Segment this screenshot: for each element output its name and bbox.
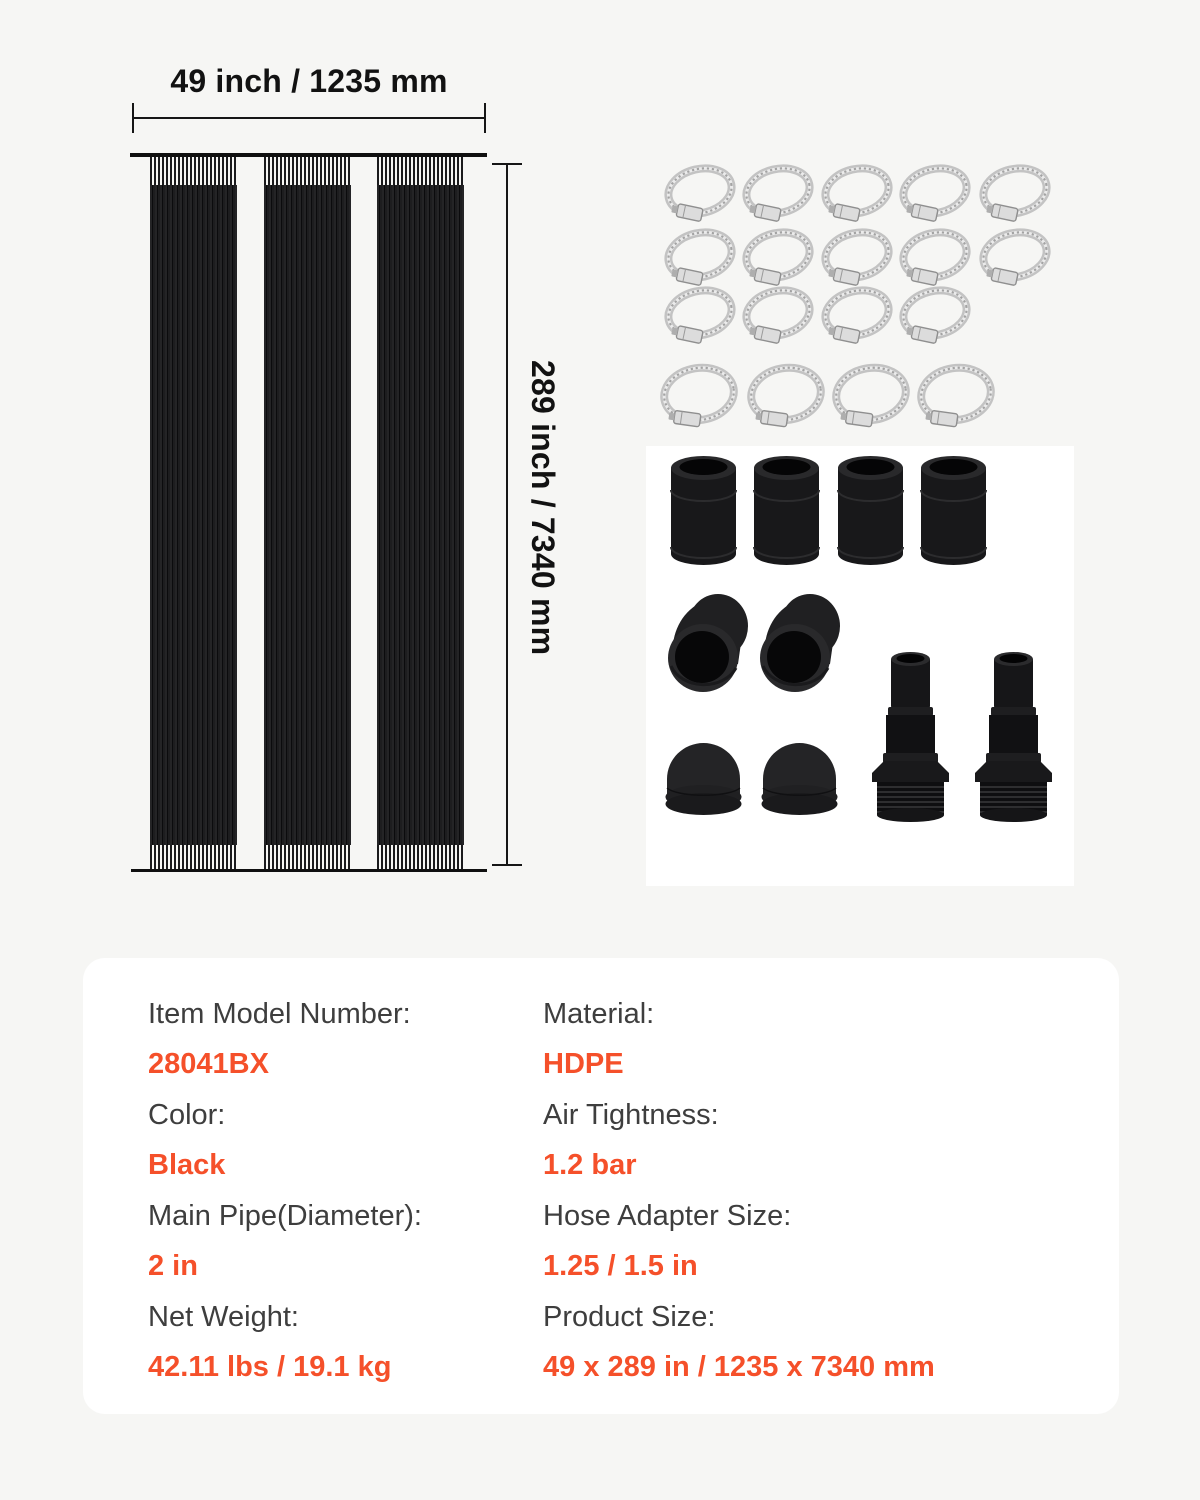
panel-tube-block <box>377 185 464 845</box>
hose-clamp <box>820 163 894 223</box>
solar-heater-panel <box>150 157 237 869</box>
hose-clamp-large <box>746 362 826 430</box>
hose-clamp-icon <box>741 163 815 223</box>
hose-clamp-icon <box>663 285 737 345</box>
end-cap-icon <box>755 731 844 823</box>
hose-clamp <box>898 285 972 345</box>
end-cap <box>755 731 844 823</box>
hose-clamp <box>663 163 737 223</box>
rubber-coupling-icon <box>834 452 907 570</box>
hose-clamp-icon <box>978 227 1052 287</box>
solar-heater-panel <box>264 157 351 869</box>
hose-clamp <box>663 285 737 345</box>
spec-label: Item Model Number: <box>148 998 411 1030</box>
rubber-coupling <box>834 452 907 570</box>
elbow-fitting <box>666 588 750 702</box>
end-cap-icon <box>659 731 748 823</box>
hose-adapter <box>971 648 1056 826</box>
hose-clamp <box>663 227 737 287</box>
spec-column-left <box>148 994 422 1398</box>
spec-row <box>148 1196 422 1286</box>
spec-label: Color: <box>148 1099 226 1131</box>
hose-clamp-icon <box>898 285 972 345</box>
hose-clamp-icon <box>741 227 815 287</box>
panel-tube-comb-top <box>264 157 351 185</box>
spec-value: 1.25 / 1.5 in <box>543 1250 698 1282</box>
hose-clamp-large <box>831 362 911 430</box>
end-cap <box>659 731 748 823</box>
spec-value: 1.2 bar <box>543 1149 637 1181</box>
hose-adapter-icon <box>971 648 1056 826</box>
panel-tube-comb-top <box>377 157 464 185</box>
spec-row <box>148 1095 422 1185</box>
spec-value: HDPE <box>543 1048 624 1080</box>
panel-footer-pipe <box>131 869 487 872</box>
rubber-coupling <box>667 452 740 570</box>
hose-adapter <box>868 648 953 826</box>
hose-clamp <box>898 163 972 223</box>
spec-value: 42.11 lbs / 19.1 kg <box>148 1351 392 1383</box>
hose-clamp <box>978 163 1052 223</box>
spec-label: Hose Adapter Size: <box>543 1200 792 1232</box>
hose-adapter-icon <box>868 648 953 826</box>
rubber-coupling <box>917 452 990 570</box>
height-dimension-cap-bottom <box>492 864 522 866</box>
hose-clamp <box>741 163 815 223</box>
elbow-fitting-icon <box>758 588 842 702</box>
dimension-tick-right <box>484 103 486 133</box>
hose-clamp-icon <box>663 227 737 287</box>
solar-heater-panel <box>377 157 464 869</box>
panel-tube-comb-bottom <box>264 845 351 869</box>
hose-clamp-icon <box>820 163 894 223</box>
spec-row <box>543 1196 935 1286</box>
spec-label: Product Size: <box>543 1301 716 1333</box>
spec-value: 2 in <box>148 1250 198 1282</box>
hose-clamp <box>820 285 894 345</box>
spec-value: 28041BX <box>148 1048 269 1080</box>
panel-tube-comb-top <box>150 157 237 185</box>
rubber-coupling-icon <box>750 452 823 570</box>
spec-label: Air Tightness: <box>543 1099 719 1131</box>
panel-tube-comb-bottom <box>377 845 464 869</box>
dimension-tick-left <box>132 103 134 133</box>
spec-card <box>83 958 1119 1414</box>
hose-clamp-icon <box>831 362 911 430</box>
spec-label: Main Pipe(Diameter): <box>148 1200 422 1232</box>
spec-column-right <box>543 994 935 1398</box>
hose-clamp-icon <box>741 285 815 345</box>
spec-label: Net Weight: <box>148 1301 299 1333</box>
hose-clamp-large <box>659 362 739 430</box>
hose-clamp <box>978 227 1052 287</box>
spec-row <box>543 994 935 1084</box>
width-dimension-line <box>132 117 486 119</box>
rubber-coupling <box>750 452 823 570</box>
spec-row <box>543 1095 935 1185</box>
hose-clamp-icon <box>663 163 737 223</box>
hose-clamp-large <box>916 362 996 430</box>
hose-clamp-icon <box>659 362 739 430</box>
height-dimension-label: 289 inch / 7340 mm <box>525 360 561 656</box>
panel-tube-block <box>264 185 351 845</box>
hose-clamp-icon <box>820 227 894 287</box>
rubber-coupling-icon <box>667 452 740 570</box>
height-dimension-line <box>506 164 508 865</box>
hose-clamp-icon <box>898 163 972 223</box>
hose-clamp <box>898 227 972 287</box>
hose-clamp-icon <box>746 362 826 430</box>
rubber-coupling-icon <box>917 452 990 570</box>
hose-clamp <box>820 227 894 287</box>
spec-value: 49 x 289 in / 1235 x 7340 mm <box>543 1351 935 1383</box>
elbow-fitting-icon <box>666 588 750 702</box>
panel-tube-block <box>150 185 237 845</box>
panel-tube-comb-bottom <box>150 845 237 869</box>
hose-clamp <box>741 227 815 287</box>
width-dimension-label: 49 inch / 1235 mm <box>170 63 448 99</box>
spec-row <box>543 1297 935 1387</box>
spec-row <box>148 1297 422 1387</box>
hose-clamp-icon <box>916 362 996 430</box>
hose-clamp-icon <box>820 285 894 345</box>
hose-clamp <box>741 285 815 345</box>
hose-clamp-icon <box>898 227 972 287</box>
spec-label: Material: <box>543 998 655 1030</box>
elbow-fitting <box>758 588 842 702</box>
hose-clamp-icon <box>978 163 1052 223</box>
spec-value: Black <box>148 1149 226 1181</box>
spec-row <box>148 994 422 1084</box>
